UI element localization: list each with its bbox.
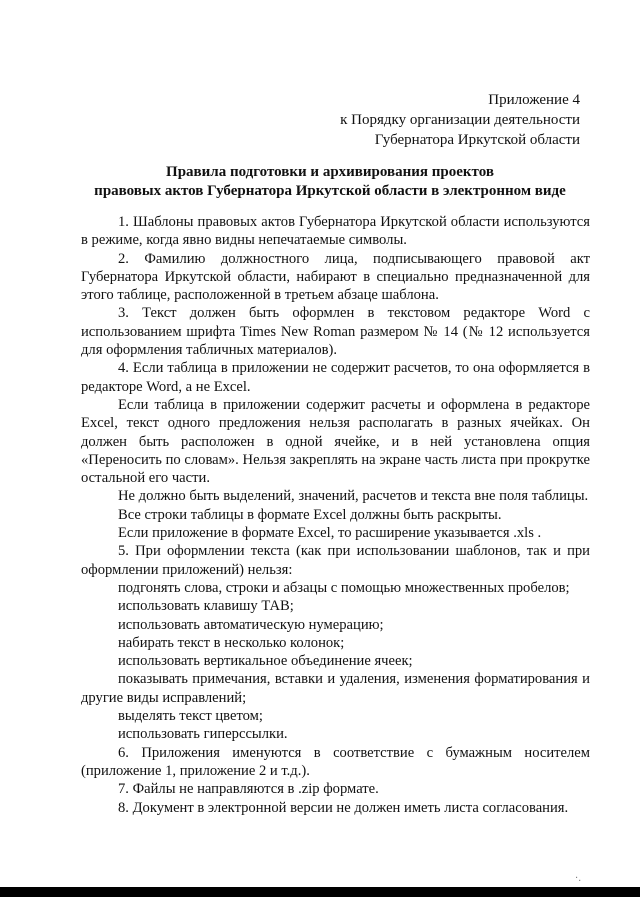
document-body <box>81 213 590 817</box>
paragraph-2: 2. Фамилию должностного лица, подписывающего правовой акт Губернатора Иркутской области, набирают в специально предназначенной для этого таблице, расположенной в третьем абзаце шаблона. <box>81 250 590 304</box>
paragraph-4-excel: Если таблица в приложении содержит расчеты и оформлена в редакторе Excel, текст одного предложения нельзя располагать в разных ячейках. Он должен быть расположен в одной ячейке, и в ней установлена опция «Переносить по словам». Нельзя закреплять на экране часть листа при прокрутке остальной его части. <box>81 396 590 487</box>
paragraph-3: 3. Текст должен быть оформлен в текстовом редакторе Word с использованием шрифта Times New Roman размером № 14 (№ 12 используется для оформления табличных материалов). <box>81 305 590 359</box>
paragraph-5: 5. При оформлении текста (как при использовании шаблонов, так и при оформлении приложений) нельзя: <box>81 543 590 578</box>
paragraph-8: 8. Документ в электронной версии не должен иметь листа согласования. <box>118 799 569 816</box>
scan-bottom-edge <box>0 887 640 897</box>
paragraph-7: 7. Файлы не направляются в .zip формате. <box>118 781 379 798</box>
document-title <box>60 163 600 201</box>
list-item-tab: использовать клавишу ТАВ; <box>118 598 294 615</box>
appendix-line-1: Приложение 4 <box>488 92 580 108</box>
appendix-header <box>340 90 580 150</box>
list-item-merge: использовать вертикальное объединение ячеек; <box>118 653 413 670</box>
list-item-numbering: использовать автоматическую нумерацию; <box>118 616 384 633</box>
appendix-line-3: Губернатора Иркутской области <box>374 132 580 148</box>
paragraph-4-no-selection: Не должно быть выделений, значений, расчетов и текста вне поля таблицы. <box>118 488 589 505</box>
list-item-track-changes: показывать примечания, вставки и удаления, изменения форматирования и другие виды исправлений; <box>81 671 590 706</box>
list-item-spaces: подгонять слова, строки и абзацы с помощью множественных пробелов; <box>118 579 570 596</box>
paragraph-4-extension: Если приложение в формате Excel, то расширение указывается .xls . <box>118 525 542 542</box>
list-item-hyperlinks: использовать гиперссылки. <box>118 726 288 743</box>
appendix-line-2: к Порядку организации деятельности <box>340 112 580 128</box>
list-item-columns: набирать текст в несколько колонок; <box>118 634 345 651</box>
paragraph-4: 4. Если таблица в приложении не содержит расчетов, то она оформляется в редакторе Word, а не Excel. <box>81 360 590 395</box>
scan-speck: ·. <box>575 873 582 884</box>
paragraph-4-rows: Все строки таблицы в формате Excel должны быть раскрыты. <box>118 506 502 523</box>
paragraph-1: 1. Шаблоны правовых актов Губернатора Иркутской области используются в режиме, когда явно видны непечатаемые символы. <box>81 214 590 249</box>
list-item-color: выделять текст цветом; <box>118 708 263 725</box>
title-line-1: Правила подготовки и архивирования проектов <box>166 164 494 180</box>
paragraph-6: 6. Приложения именуются в соответствие с бумажным носителем (приложение 1, приложение 2 и т.д.). <box>81 744 590 779</box>
title-line-2: правовых актов Губернатора Иркутской области в электронном виде <box>94 183 566 199</box>
